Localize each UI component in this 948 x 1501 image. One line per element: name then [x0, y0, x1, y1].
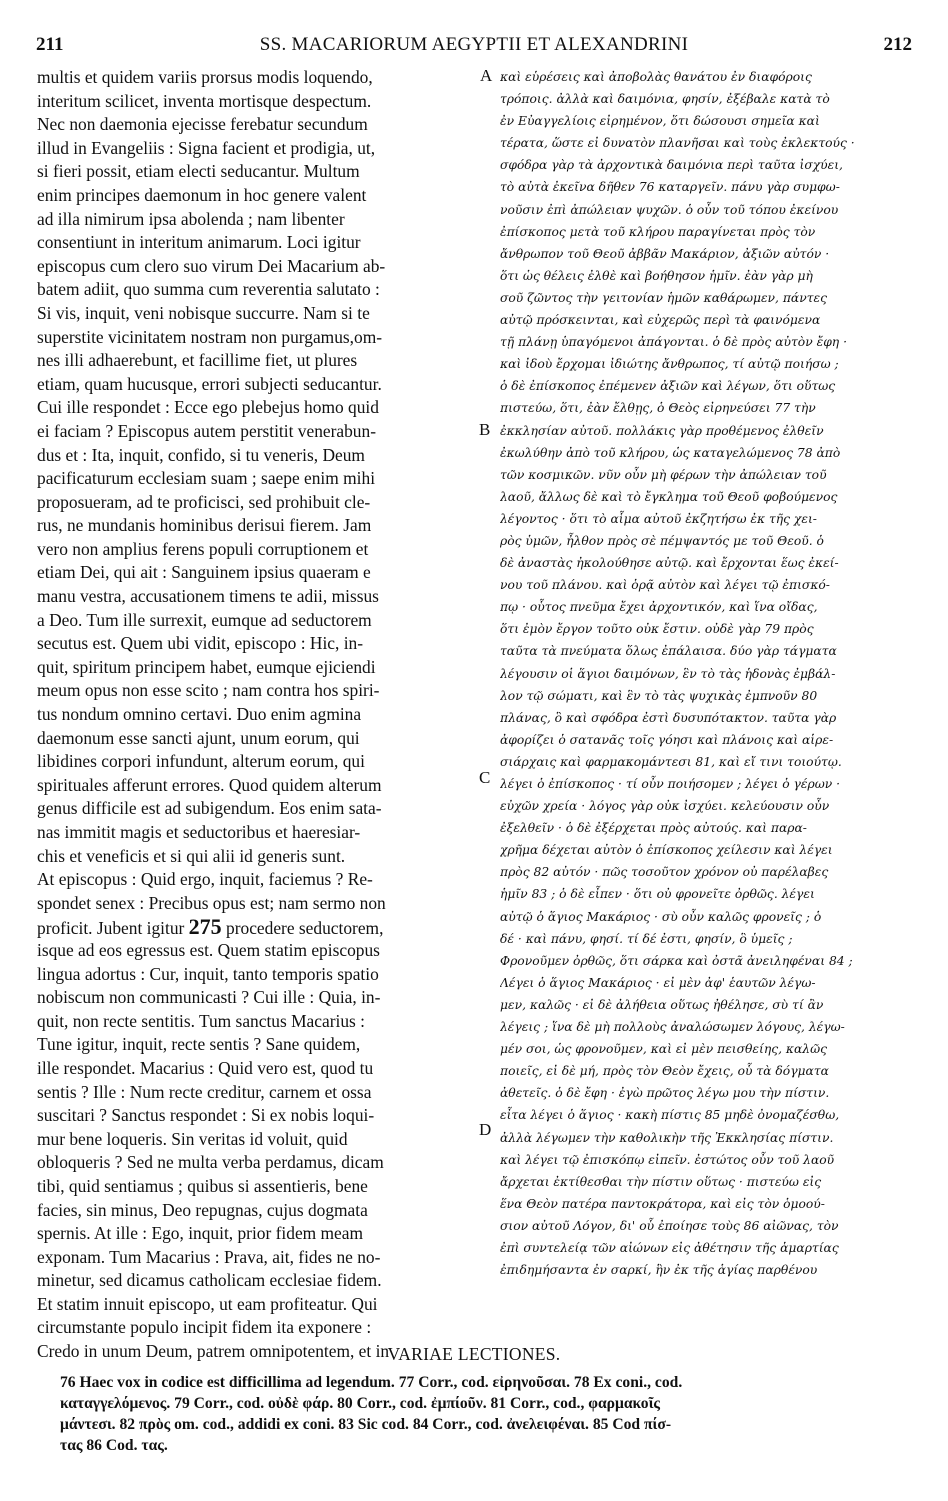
latin-text-line: ille respondet. Macarius : Quid vero est, quod tu	[37, 1057, 374, 1078]
margin-marker-b: B	[479, 420, 491, 439]
latin-text-line: etiam, quam hucusque, errori subjecti seducantur.	[37, 373, 382, 394]
greek-text-line: ἐξελθεῖν · ὁ δὲ ἐξέρχεται πρὸς αὐτούς. καὶ παρα-	[500, 821, 807, 836]
latin-text-line: Et statim innuit episcopo, ut eam profiteatur. Qui	[37, 1293, 378, 1314]
latin-text-line: etiam Dei, qui ait : Sanguinem ipsius quaeram e	[37, 562, 371, 583]
greek-text-line: ἀφορίζει ὁ σατανᾶς τοῖς γόησι καὶ πλάνοις καὶ αἱρε-	[500, 732, 834, 747]
greek-text-line: πῳ · οὗτος πνεῦμα ἔχει ἀρχοντικόν, καὶ ἵνα οἴδας,	[500, 600, 818, 615]
greek-text-line: μεν, καλῶς · εἰ δὲ ἀλήθεια οὕτως ἠθέλησε, σὺ τί ἂν	[500, 997, 824, 1012]
greek-text-line: ὁ δὲ ἐπίσκοπος ἐπέμενεν ἀξιῶν καὶ λέγων, ὅτι οὕτως	[500, 379, 836, 394]
greek-text-line: λέγεις ; ἵνα δὲ μὴ πολλοὺς ἀναλώσωμεν λόγους, λέγω-	[500, 1020, 845, 1035]
variant-note-line: 76 Haec vox in codice est difficillima ad legendum. 77 Corr., cod. εἰρηνοῦσαι. 78 Ex coni., cod.	[60, 1374, 683, 1391]
latin-text-line: At episcopus : Quid ergo, inquit, faciemus ? Re-	[37, 869, 373, 890]
greek-text-line: ταῦτα τὰ πνεύματα ὅλως ἐπάλαισα. δύο γὰρ τάγματα	[500, 644, 837, 659]
running-title: SS. MACARIORUM AEGYPTII ET ALEXANDRINI	[259, 34, 689, 55]
greek-text-line: ἐπίσκοπος μετὰ τοῦ κλήρου παραγίνεται πρὸς τὸν	[500, 224, 816, 239]
latin-text-line: proficit. Jubent igitur 275 procedere seductorem,	[37, 915, 384, 939]
latin-text-line: chis et veneficis et si qui alii id generis sunt.	[37, 845, 346, 866]
margin-marker-c: C	[479, 768, 491, 787]
greek-text-line: ὅτι ἐμὸν ἔργον τοῦτο οὐκ ἔστιν. οὐδὲ γὰρ 79 πρὸς	[500, 622, 814, 637]
greek-text-line: λαοῦ, ἄλλως δὲ καὶ τὸ ἔγκλημα τοῦ Θεοῦ φοβούμενος	[500, 489, 838, 504]
latin-text-line: spondet senex : Precibus opus est; nam sermo non	[37, 892, 386, 913]
latin-column	[37, 66, 475, 1364]
latin-text-line: spirituales afferunt errores. Quod quidem alterum	[37, 774, 382, 795]
latin-text-line: consentiunt in interitum animarum. Loci igitur	[37, 232, 361, 253]
latin-text-line: nas immitit magis et seductoribus et haeresiar-	[37, 822, 361, 842]
page-number-right: 212	[883, 34, 912, 55]
latin-text-line: daemonum esse sancti ajunt, unum eorum, qui	[37, 727, 360, 748]
greek-text-line: μέν σοι, ὡς φρονοῦμεν, καὶ εἰ μὲν πεισθείης, καλῶς	[500, 1042, 827, 1057]
latin-text-line: multis et quidem variis prorsus modis loquendo,	[37, 67, 373, 87]
greek-text-line: ρὸς ὑμῶν, ἦλθον πρὸς σὲ πέμψαντός με τοῦ Θεοῦ. ὁ	[500, 533, 824, 548]
latin-text-line: secutus est. Quem ubi vidit, episcopo : Hic, in-	[37, 633, 364, 654]
greek-text-line: ἐκωλύθην ἀπὸ τοῦ κλήρου, ὡς καταγελώμενος 78 ἀπὸ	[500, 445, 841, 460]
latin-text-line: batem adiit, quo summa cum reverentia salutato :	[37, 279, 380, 300]
greek-text-line: καὶ ἰδοὺ ἔρχομαι ἰδιώτης ἄνθρωπος, τί αὐτῷ ποιήσω ;	[500, 357, 839, 372]
latin-text-line: tus nondum omnino certavi. Duo enim agmina	[37, 704, 362, 725]
margin-marker-a: A	[480, 66, 493, 85]
greek-text-line: νοῦσιν ἐπὶ ἀπώλειαν ψυχῶν. ὁ οὖν τοῦ τόπου ἐκείνου	[500, 202, 839, 217]
greek-text-line: ἡμῖν 83 ; ὁ δὲ εἶπεν · ὅτι οὐ φρονεῖτε ὀρθῶς. λέγει	[500, 887, 815, 902]
latin-text-line: proposueram, ad te proficisci, sed prohibuit cle-	[37, 491, 371, 512]
greek-text-line: σφόδρα γὰρ τὰ ἀρχοντικὰ δαιμόνια περὶ ταῦτα ἰσχύει,	[500, 158, 843, 173]
greek-text-line: σοῦ ζῶντος τὴν γειτονίαν ἡμῶν καθάρωμεν, πάντες	[500, 290, 828, 305]
latin-text-line: genus difficile est ad subigendum. Eos enim sata-	[37, 798, 382, 819]
latin-text-line: ad illa nimirum ipsa abolenda ; nam libenter	[37, 208, 345, 229]
latin-text-line: circumstante populo incipit fidem ita exponere :	[37, 1317, 372, 1338]
latin-text-line: exponam. Tum Macarius : Prava, ait, fides ne no-	[37, 1246, 381, 1267]
latin-text-line: minetur, sed dicamus catholicam ecclesiae fidem.	[37, 1270, 382, 1291]
greek-text-line: ἀθετεῖς. ὁ δὲ ἔφη · ἐγὼ πρῶτος λέγω μου τὴν πίστιν.	[500, 1086, 830, 1101]
greek-text-line: δέ · καὶ πάνυ, φησί. τί δέ ἐστι, φησίν, ὃ ὑμεῖς ;	[500, 931, 793, 946]
latin-text-line: pacificaturum ecclesiam suam ; saepe enim mihi	[37, 468, 376, 489]
variant-note-line: καταγγελόμενος. 79 Corr., cod. οὐδὲ φάρ. 80 Corr., cod. ἐμπίοῦν. 81 Corr., cod., φαρμακοῖς	[60, 1395, 660, 1412]
latin-text-line: quit, spiritum principem habet, eumque ejiciendi	[37, 656, 376, 677]
greek-text-line: λέγει ὁ ἐπίσκοπος · τί οὖν ποιήσομεν ; λέγει ὁ γέρων ·	[500, 777, 841, 791]
greek-text-line: τέρατα, ὥστε εἰ δυνατὸν πλανῆσαι καὶ τοὺς ἐκλεκτούς ·	[500, 136, 855, 151]
greek-text-line: τῇ πλάνῃ ὑπαγόμενοι ἀπάγονται. ὁ δὲ πρὸς αὐτὸν ἔφη ·	[500, 335, 847, 350]
greek-text-line: Φρονοῦμεν ὀρθῶς, ὅτι σάρκα καὶ ὀστᾶ ἀνειληφέναι 84 ;	[500, 953, 853, 968]
greek-text-line: ἐπιδημήσαντα ἐν σαρκί, ἣν ἐκ τῆς ἁγίας παρθένου	[500, 1263, 818, 1278]
latin-text-line: Credo in unum Deum, patrem omnipotentem, et in	[37, 1341, 390, 1362]
latin-text-line: rus, ne mundanis hominibus derisui fierem. Jam	[37, 515, 372, 536]
greek-text-line: λέγουσιν οἱ ἅγιοι δαιμόνων, ἓν τὸ τὰς ἡδονὰς ἐμβάλ-	[500, 666, 836, 681]
greek-text-line: τρόποις. ἀλλὰ καὶ δαιμόνια, φησίν, ἐξέβαλε κατὰ τὸ	[500, 92, 830, 107]
greek-text-line: ἐν Εὐαγγελίοις εἰρημένον, ὅτι δώσουσι σημεῖα καὶ	[500, 114, 820, 129]
greek-text-line: νου τοῦ πλάνου. καὶ ὁρᾷ αὐτὸν καὶ λέγει τῷ ἐπισκό-	[500, 578, 830, 593]
column-number: 275	[188, 915, 222, 939]
latin-text-line: spernis. At ille : Ego, inquit, prior fidem meam	[37, 1223, 364, 1244]
variae-lectiones-notes	[60, 1372, 920, 1456]
greek-text-line: τῶν κοσμικῶν. νῦν οὖν μὴ φέρων τὴν ἀπώλειαν τοῦ	[500, 467, 827, 482]
greek-text-line: ἐπὶ συντελείᾳ τῶν αἰώνων εἰς ἀθέτησιν τῆς ἁμαρτίας	[500, 1240, 839, 1255]
latin-text-line: sentis ? Ille : Num recte creditur, carnem et ossa	[37, 1081, 372, 1102]
latin-text-line: quit, non recte sentitis. Tum sanctus Macarius :	[37, 1010, 365, 1031]
latin-text-line: si fieri possit, etiam electi seducantur. Multum	[37, 161, 360, 182]
latin-text-line: dus et : Ita, inquit, confido, si tu veneris, Deum	[37, 444, 365, 465]
latin-text-line: Nec non daemonia ejecisse ferebatur secundum	[37, 114, 368, 135]
greek-text-line: ποιεῖς, εἰ δὲ μή, πρὸς τὸν Θεὸν ἔχεις, οὗ τὰ δόγματα	[500, 1064, 829, 1079]
variae-lectiones-title: VARIAE LECTIONES.	[387, 1344, 561, 1364]
page-header	[30, 34, 918, 58]
latin-text-line: enim principes daemonum in hoc genere valent	[37, 184, 367, 205]
greek-text-line: αὐτῷ ὁ ἅγιος Μακάριος · σὺ οὖν καλῶς φρονεῖς ; ὁ	[500, 909, 822, 924]
latin-text-line: Si vis, inquit, veni nobisque succurre. Nam si te	[37, 302, 370, 323]
greek-text-line: Λέγει ὁ ἅγιος Μακάριος · εἰ μὲν ἀφ' ἑαυτῶν λέγω-	[500, 975, 816, 990]
latin-text-line: manu vestra, accusationem timens te adii, missus	[37, 586, 379, 607]
greek-text-line: ὅτι ὡς θέλεις ἐλθὲ καὶ βοήθησον ἡμῖν. ἐὰν γὰρ μὴ	[500, 268, 813, 283]
greek-text-line: σιάρχαις καὶ φαρμακομάντεσι 81, καὶ εἴ τινι τοιούτῳ.	[500, 754, 842, 769]
greek-text-line: εὐχῶν χρεία · λόγος γὰρ οὐκ ἰσχύει. κελεύουσιν οὖν	[500, 799, 830, 814]
latin-text-line: nes illi adhaerebunt, et facillime fiet, ut plures	[37, 350, 358, 371]
latin-text-line: illud in Evangeliis : Signa facient et prodigia, ut,	[37, 137, 376, 158]
latin-text-line: Tune igitur, inquit, recte sentis ? Sane quidem,	[37, 1034, 361, 1055]
latin-text-line: a Deo. Tum ille surrexit, eumque ad seductorem	[37, 609, 372, 630]
greek-text-line: εἶτα λέγει ὁ ἅγιος · κακὴ πίστις 85 μηδὲ ὀνομαζέσθω,	[500, 1108, 840, 1123]
latin-text-line: mur bene loqueris. Sin veritas id voluit, quid	[37, 1128, 348, 1149]
latin-text-line: interitum scilicet, inventa mortisque despectum.	[37, 90, 372, 111]
greek-text-line: σιον αὐτοῦ Λόγον, δι' οὗ ἐποίησε τοὺς 86 αἰῶνας, τὸν	[500, 1218, 839, 1233]
greek-text-line: πρὸς 82 αὐτόν · πῶς τοσοῦτον χρόνον οὐ παρέλαβες	[500, 865, 829, 880]
latin-text-line: lingua adortus : Cur, inquit, tanto temporis spatio	[37, 963, 379, 984]
greek-text-line: χρῆμα δέχεται αὐτὸν ὁ ἐπίσκοπος χείλεσιν καὶ λέγει	[500, 843, 833, 858]
greek-text-line: λέγοντος · ὅτι τὸ αἷμα αὐτοῦ ἐκζητήσω ἐκ τῆς χει-	[500, 511, 817, 526]
variant-note-line: τας 86 Cod. τας.	[60, 1437, 168, 1454]
page-number-left: 211	[36, 34, 64, 55]
greek-text-line: τὸ αὐτὰ ἐκεῖνα δῆθεν 76 καταργεῖν. πάνυ γὰρ συμφω-	[500, 180, 840, 195]
greek-text-line: ἄρχεται ἐκτίθεσθαι τὴν πίστιν οὕτως · πιστεύω εἰς	[500, 1174, 822, 1189]
greek-text-line: αὐτῷ πρόσκεινται, καὶ εὐχερῶς περὶ τὰ φαινόμενα	[500, 313, 821, 328]
latin-text-line: ei faciam ? Episcopus autem perstitit venerabun-	[37, 420, 376, 441]
greek-text-line: ἄνθρωπον τοῦ Θεοῦ ἀββᾶν Μακάριον, ἀξιῶν αὐτόν ·	[500, 246, 830, 261]
greek-text-line: καὶ λέγει τῷ ἐπισκόπῳ εἰπεῖν. ἐστώτος οὖν τοῦ λαοῦ	[500, 1152, 835, 1167]
variant-note-line: μάντεσι. 82 πρὸς om. cod., addidi ex coni. 83 Sic cod. 84 Corr., cod. ἀνελειφέναι. 85 Cod πίσ-	[60, 1416, 672, 1433]
greek-column	[500, 66, 922, 1281]
greek-text-line: καὶ εὑρέσεις καὶ ἀποβολὰς θανάτου ἐν διαφόροις	[500, 70, 812, 84]
greek-text-line: πιστεύω, ὅτι, ἐὰν ἔλθῃς, ὁ Θεὸς εἰρηνεύσει 77 τὴν	[500, 401, 816, 416]
latin-text-line: isque ad eos egressus est. Quem statim episcopus	[37, 939, 380, 960]
latin-text-line: Cui ille respondet : Ecce ego plebejus homo quid	[37, 397, 379, 418]
latin-text-line: superstite vicinitatem nostram non purgamus,om-	[37, 326, 383, 347]
latin-text-line: facies, sin minus, Deo repugnas, cujus dogmata	[37, 1199, 368, 1220]
latin-text-line: meum opus non esse scito ; nam contra hos spiri-	[37, 680, 380, 701]
greek-text-line: ἐκκλησίαν αὐτοῦ. πολλάκις γὰρ προθέμενος ἐλθεῖν	[500, 423, 824, 438]
greek-text-line: λον τῷ σώματι, καὶ ἓν τὸ τὰς ψυχικὰς ἐμπνοῦν 80	[500, 688, 818, 703]
margin-marker-d: D	[479, 1120, 492, 1139]
greek-text-line: ἕνα Θεὸν πατέρα παντοκράτορα, καὶ εἰς τὸν ὁμοού-	[500, 1196, 825, 1211]
latin-text-line: tibi, quid sentiamus ; quibus si assentieris, bene	[37, 1175, 368, 1196]
latin-text-line: libidines corpori infundunt, alterum eorum, qui	[37, 751, 365, 772]
greek-text-line: πλάνας, ὃ καὶ σφόδρα ἐστὶ δυσυπότακτον. ταῦτα γὰρ	[500, 710, 837, 725]
latin-text-continuation: procedere seductorem,	[221, 918, 384, 939]
latin-text-line: episcopus cum clero suo virum Dei Macarium ab-	[37, 255, 386, 276]
greek-text-line: δὲ ἀναστὰς ἠκολούθησε αὐτῷ. καὶ ἔρχονται ἕως ἐκεί-	[500, 556, 839, 571]
latin-text-line: suscitari ? Sanctus respondet : Si ex nobis loqui-	[37, 1105, 375, 1126]
greek-text-line: ἀλλὰ λέγωμεν τὴν καθολικὴν τῆς Ἐκκλησίας πίστιν.	[500, 1130, 834, 1145]
latin-text-line: nobiscum non communicasti ? Cui ille : Quia, in-	[37, 987, 381, 1008]
latin-text-line: obloqueris ? Sed ne multa verba perdamus, dicam	[37, 1152, 384, 1173]
latin-text-line: vero non amplius ferens populi corruptionem et	[37, 538, 369, 559]
